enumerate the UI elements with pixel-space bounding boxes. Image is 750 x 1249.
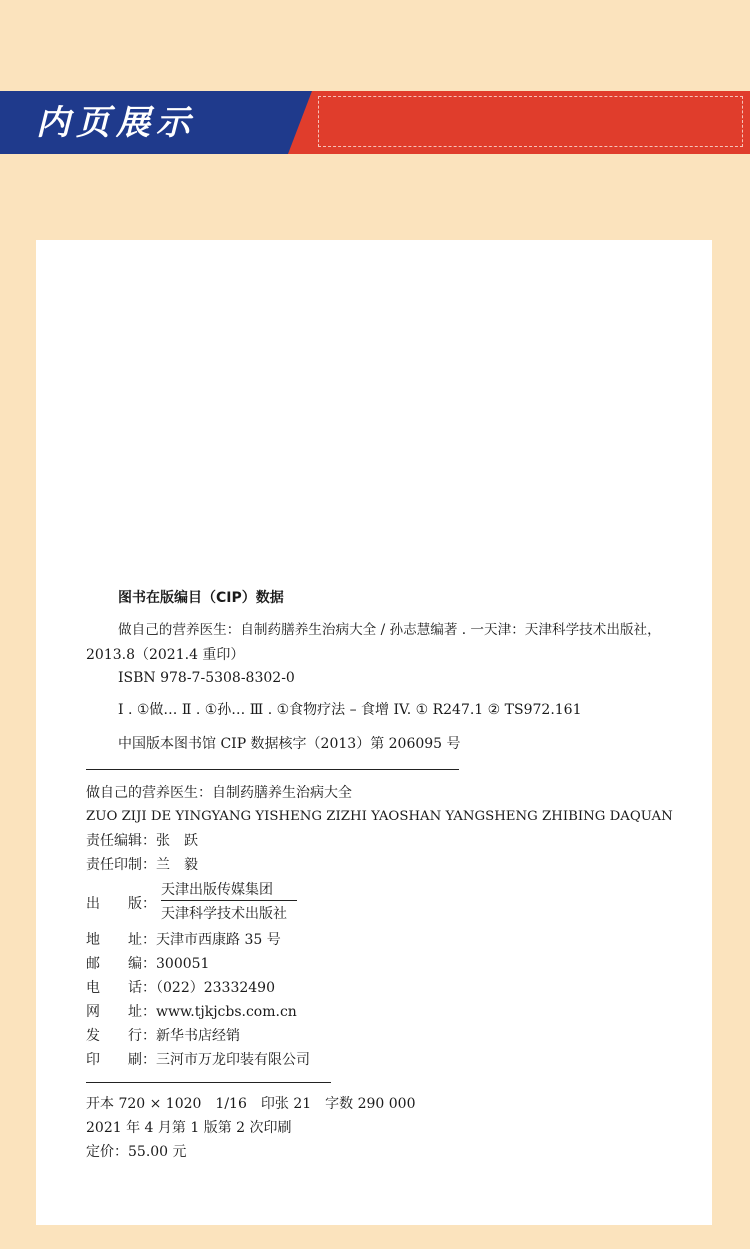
book-title-cn: 做自己的营养医生：自制药膳养生治病大全: [86, 785, 352, 801]
banner-title: 内页展示: [36, 103, 196, 143]
postcode-value: 300051: [156, 956, 210, 972]
website-row: [86, 1002, 297, 1022]
publisher-press: 天津科学技术出版社: [161, 906, 287, 922]
phone-label: 电 话：: [86, 980, 156, 996]
banner-dashed-frame: [318, 96, 743, 147]
printer-row: [86, 1050, 310, 1070]
edition-line: 2021 年 4 月第 1 版第 2 次印刷: [86, 1120, 292, 1136]
distribution-row: [86, 1026, 240, 1046]
divider-rule-1: [86, 769, 459, 770]
cip-line-1: 做自己的营养医生：自制药膳养生治病大全 / 孙志慧编著 . 一天津：天津科学技术出版社，: [118, 622, 661, 638]
distribution-value: 新华书店经销: [156, 1028, 240, 1044]
postcode-row: [86, 954, 209, 974]
address-label: 地 址：: [86, 932, 156, 948]
editor-value: 张 跃: [156, 833, 198, 849]
copyright-page: [36, 240, 712, 1225]
printing-label: 责任印制：: [86, 857, 156, 873]
phone-row: [86, 978, 275, 998]
cip-isbn: ISBN 978-7-5308-8302-0: [118, 670, 295, 686]
printer-label: 印 刷：: [86, 1052, 156, 1068]
printing-editor-row: [86, 855, 198, 875]
publisher-label: 出 版：: [86, 896, 156, 912]
printer-value: 三河市万龙印装有限公司: [156, 1052, 310, 1068]
price-line: 定价：55.00 元: [86, 1144, 187, 1160]
format-line: 开本 720 × 1020 1/16 印张 21 字数 290 000: [86, 1096, 416, 1112]
distribution-label: 发 行：: [86, 1028, 156, 1044]
cip-number: 中国版本图书馆 CIP 数据核字（2013）第 206095 号: [118, 736, 461, 752]
cip-classification: Ⅰ . ①做… Ⅱ . ①孙… Ⅲ . ①食物疗法 – 食增 IV. ① R247.1 ② TS972.161: [118, 702, 582, 718]
website-value: www.tjkjcbs.com.cn: [156, 1004, 297, 1020]
printing-value: 兰 毅: [156, 857, 198, 873]
editor-row: [86, 831, 198, 851]
section-banner: [0, 91, 750, 154]
address-value: 天津市西康路 35 号: [156, 932, 281, 948]
address-row: [86, 930, 281, 950]
editor-label: 责任编辑：: [86, 833, 156, 849]
divider-rule-2: [86, 1082, 331, 1083]
publisher-group: 天津出版传媒集团: [161, 880, 297, 901]
cip-heading: 图书在版编目（CIP）数据: [118, 590, 284, 606]
book-title-pinyin: ZUO ZIJI DE YINGYANG YISHENG ZIZHI YAOSHAN YANGSHENG ZHIBING DAQUAN: [86, 809, 673, 824]
cip-line-2: 2013.8（2021.4 重印）: [86, 647, 245, 663]
website-label: 网 址：: [86, 1004, 156, 1020]
phone-value: （022）23332490: [156, 980, 275, 996]
postcode-label: 邮 编：: [86, 956, 156, 972]
publisher-block: [161, 880, 297, 924]
